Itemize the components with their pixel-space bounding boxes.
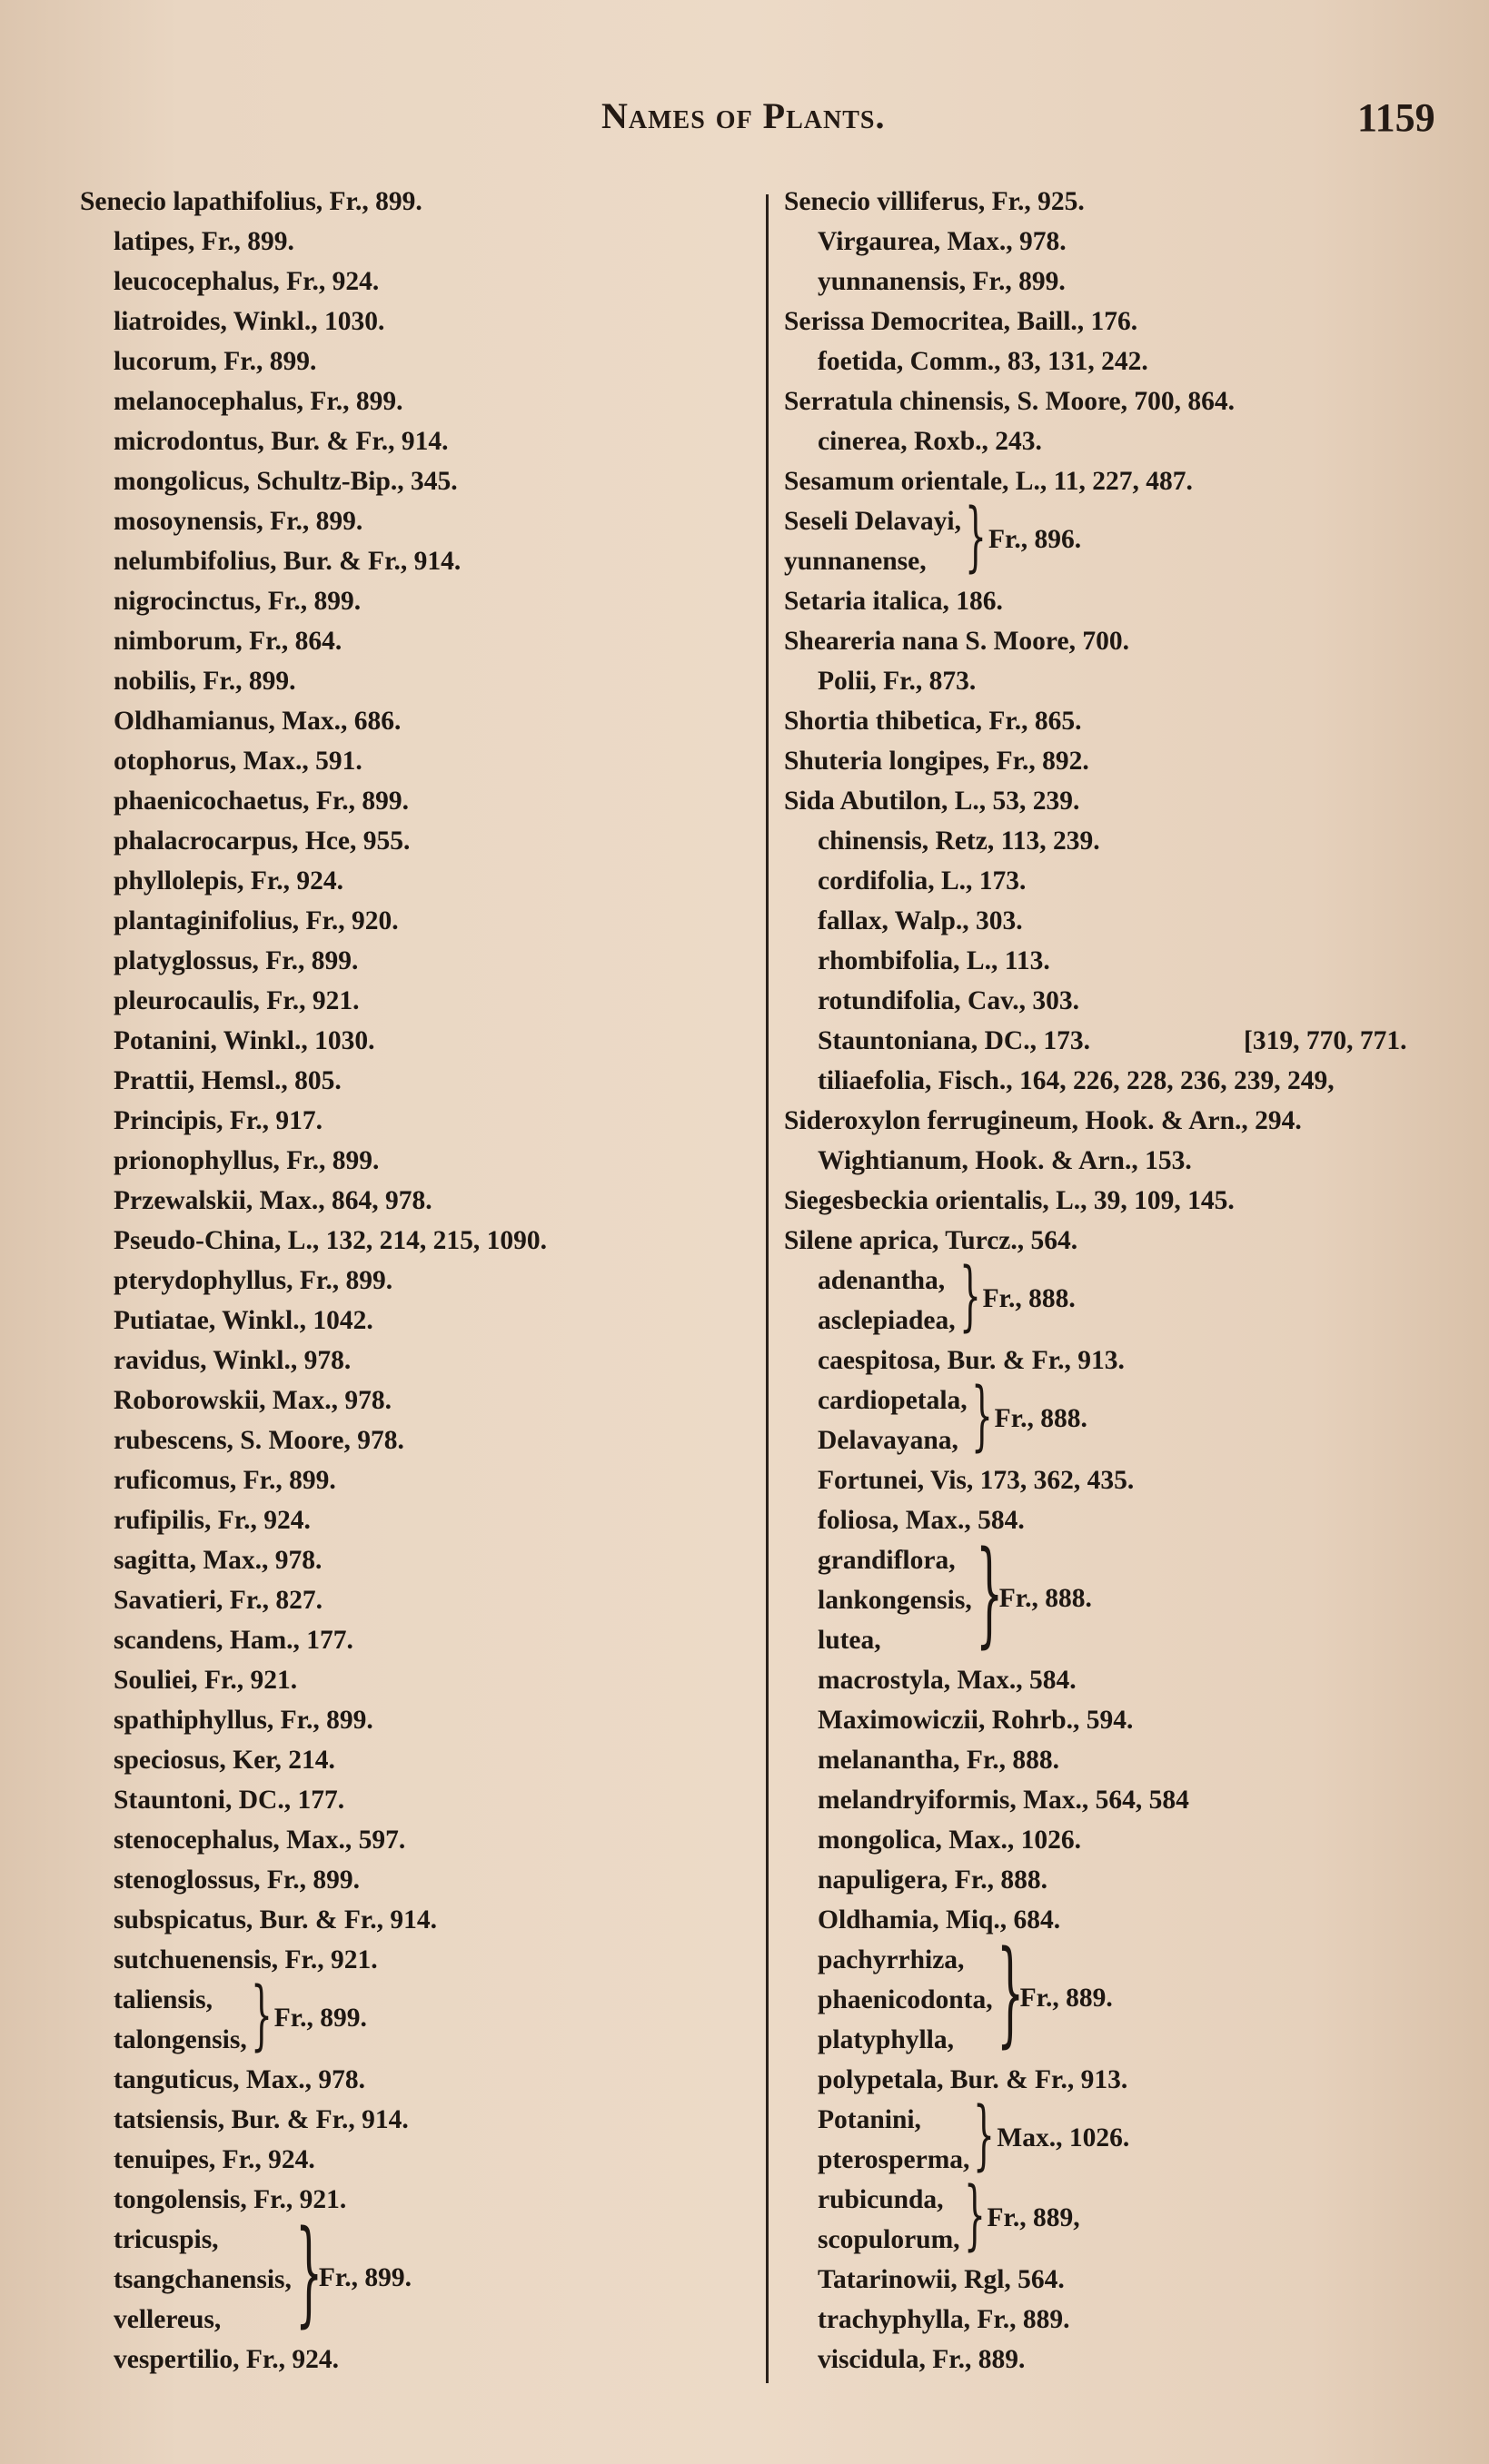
index-entry-species: plantaginifolius, Fr., 920. xyxy=(114,906,399,935)
index-entry-genus: Sheareria nana S. Moore, 700. xyxy=(784,627,1129,656)
index-entry-genus: Senecio villiferus, Fr., 925. xyxy=(784,187,1085,216)
index-entry-species: Souliei, Fr., 921. xyxy=(114,1666,298,1695)
index-entry-genus: Setaria italica, 186. xyxy=(784,587,1003,616)
index-entry-species: sagitta, Max., 978. xyxy=(114,1546,323,1575)
curly-brace: } xyxy=(970,1371,993,1460)
index-entry-species: cardiopetala, xyxy=(818,1386,968,1415)
bracket-shared-citation: Fr., 888. xyxy=(982,1284,1076,1313)
index-entry-species: Delavayana, xyxy=(818,1426,958,1455)
bracket-shared-citation: Max., 1026. xyxy=(997,2123,1130,2152)
index-entry-species: ravidus, Winkl., 978. xyxy=(114,1346,352,1375)
index-entry-species: trachyphylla, Fr., 889. xyxy=(818,2305,1070,2334)
index-entry-species: scopulorum, xyxy=(818,2225,960,2254)
index-entry-species: caespitosa, Bur. & Fr., 913. xyxy=(818,1346,1125,1375)
index-entry-species: viscidula, Fr., 889. xyxy=(818,2345,1026,2374)
curly-brace: } xyxy=(294,2205,323,2339)
bracket-shared-citation: Fr., 889, xyxy=(987,2203,1080,2232)
index-entry-genus: Serratula chinensis, S. Moore, 700, 864. xyxy=(784,387,1236,416)
index-entry-species: foliosa, Max., 584. xyxy=(818,1506,1025,1535)
index-entry-species: Stauntoni, DC., 177. xyxy=(114,1786,345,1815)
page-number: 1159 xyxy=(1357,95,1435,140)
index-entry-species: lucorum, Fr., 899. xyxy=(114,347,317,376)
index-entry-species: mongolicus, Schultz-Bip., 345. xyxy=(114,467,458,496)
index-entry-species: rubescens, S. Moore, 978. xyxy=(114,1426,404,1455)
index-entry-species: tatsiensis, Bur. & Fr., 914. xyxy=(114,2105,409,2134)
curly-brace: } xyxy=(958,1251,981,1341)
index-entry-species: nimborum, Fr., 864. xyxy=(114,627,342,656)
index-entry-species: Putiatae, Winkl., 1042. xyxy=(114,1306,373,1335)
index-entry-species: Roborowskii, Max., 978. xyxy=(114,1386,392,1415)
index-entry-species: subspicatus, Bur. & Fr., 914. xyxy=(114,1905,438,1935)
index-entry-species: macrostyla, Max., 584. xyxy=(818,1666,1077,1695)
index-entry-species: mosoynensis, Fr., 899. xyxy=(114,507,363,536)
bracket-shared-citation: Fr., 888. xyxy=(994,1404,1087,1433)
index-entry-species: Potanini, xyxy=(818,2105,921,2134)
running-head xyxy=(0,94,1489,149)
index-entry-species: yunnanensis, Fr., 899. xyxy=(818,267,1066,296)
column-divider xyxy=(766,194,769,2383)
index-entry-genus: Sideroxylon ferrugineum, Hook. & Arn., 294. xyxy=(784,1106,1302,1135)
index-entry-species: melanocephalus, Fr., 899. xyxy=(114,387,403,416)
index-entry-species: talongensis, xyxy=(114,2025,247,2054)
index-entry-species: Prattii, Hemsl., 805. xyxy=(114,1066,342,1095)
index-entry-species: asclepiadea, xyxy=(818,1306,956,1335)
index-entry-species: scandens, Ham., 177. xyxy=(114,1626,353,1655)
index-entry-genus: Senecio lapathifolius, Fr., 899. xyxy=(80,187,422,216)
index-entry-species: liatroides, Winkl., 1030. xyxy=(114,307,385,336)
index-entry-genus: Silene aprica, Turcz., 564. xyxy=(784,1226,1078,1255)
index-entry-species: platyglossus, Fr., 899. xyxy=(114,946,359,975)
index-entry-species: mongolica, Max., 1026. xyxy=(818,1826,1082,1855)
index-entry-species: Virgaurea, Max., 978. xyxy=(818,227,1067,256)
index-entry-species: stenoglossus, Fr., 899. xyxy=(114,1865,361,1895)
index-entry-species: tongolensis, Fr., 921. xyxy=(114,2185,347,2214)
index-entry-species: chinensis, Retz, 113, 239. xyxy=(818,826,1100,856)
index-entry-species: nelumbifolius, Bur. & Fr., 914. xyxy=(114,547,462,576)
curly-brace: } xyxy=(973,2090,996,2180)
index-entry-species: lutea, xyxy=(818,1626,881,1655)
index-entry-species: platyphylla, xyxy=(818,2025,955,2054)
index-entry-species: pleurocaulis, Fr., 921. xyxy=(114,986,360,1015)
index-entry-species: Savatieri, Fr., 827. xyxy=(114,1586,323,1615)
index-entry-species: Polii, Fr., 873. xyxy=(818,667,977,696)
index-entry-species: ruficomus, Fr., 899. xyxy=(114,1466,336,1495)
index-entry-species: taliensis, xyxy=(114,1985,213,2014)
curly-brace: } xyxy=(975,1526,1004,1659)
index-entry-species: grandiflora, xyxy=(818,1546,956,1575)
index-entry-species: tiliaefolia, Fisch., 164, 226, 228, 236, 239, 249, xyxy=(818,1066,1335,1095)
index-entry-species: Wightianum, Hook. & Arn., 153. xyxy=(818,1146,1192,1175)
index-entry-species: nigrocinctus, Fr., 899. xyxy=(114,587,362,616)
index-entry-species: Principis, Fr., 917. xyxy=(114,1106,323,1135)
index-entry-species: vespertilio, Fr., 924. xyxy=(114,2345,339,2374)
index-entry-genus: Shuteria longipes, Fr., 892. xyxy=(784,747,1089,776)
bracket-shared-citation: Fr., 899. xyxy=(273,2004,367,2033)
index-entry-species: spathiphyllus, Fr., 899. xyxy=(114,1706,373,1735)
curly-brace: } xyxy=(250,1970,273,2060)
index-entry-species: tenuipes, Fr., 924. xyxy=(114,2145,315,2174)
index-entry-genus: Sesamum orientale, L., 11, 227, 487. xyxy=(784,467,1193,496)
index-entry-species: melandryiformis, Max., 564, 584 xyxy=(818,1786,1189,1815)
index-entry-genus: Sida Abutilon, L., 53, 239. xyxy=(784,787,1080,816)
index-entry-species: Oldhamianus, Max., 686. xyxy=(114,707,402,736)
index-entry-species: rufipilis, Fr., 924. xyxy=(114,1506,311,1535)
curly-brace: } xyxy=(996,1925,1024,2059)
index-entry-species: latipes, Fr., 899. xyxy=(114,227,294,256)
index-entry-species: melanantha, Fr., 888. xyxy=(818,1746,1060,1775)
index-entry-species: vellereus, xyxy=(114,2305,222,2334)
index-entry-species: rotundifolia, Cav., 303. xyxy=(818,986,1079,1015)
index-entry-species: cinerea, Roxb., 243. xyxy=(818,427,1042,456)
bracket-shared-citation: Fr., 889. xyxy=(1019,1984,1113,2013)
index-entry-genus: Siegesbeckia orientalis, L., 39, 109, 145. xyxy=(784,1186,1235,1215)
index-entry-species: phaenicodonta, xyxy=(818,1985,993,2014)
index-entry-species: fallax, Walp., 303. xyxy=(818,906,1023,935)
index-entry-genus: Shortia thibetica, Fr., 865. xyxy=(784,707,1082,736)
index-entry-species: Pseudo-China, L., 132, 214, 215, 1090. xyxy=(114,1226,547,1255)
index-entry-species: tsangchanensis, xyxy=(114,2265,292,2294)
index-entry-species: Seseli Delavayi, xyxy=(784,507,962,536)
curly-brace: } xyxy=(965,491,987,581)
index-entry-species: cordifolia, L., 173. xyxy=(818,866,1027,896)
bracket-shared-citation: Fr., 899. xyxy=(318,2263,412,2292)
index-entry-species: phyllolepis, Fr., 924. xyxy=(114,866,343,896)
index-entry-species: tricuspis, xyxy=(114,2225,219,2254)
index-entry-species: microdontus, Bur. & Fr., 914. xyxy=(114,427,449,456)
index-entry-continuation: [319, 770, 771. xyxy=(1244,1026,1407,1055)
page-title: Names of Plants. xyxy=(601,95,886,136)
index-entry-species: foetida, Comm., 83, 131, 242. xyxy=(818,347,1148,376)
index-entry-species: adenantha, xyxy=(818,1266,946,1295)
index-entry-species: Stauntoniana, DC., 173. xyxy=(818,1026,1090,1055)
index-entry-species: leucocephalus, Fr., 924. xyxy=(114,267,380,296)
index-entry-species: speciosus, Ker, 214. xyxy=(114,1746,335,1775)
index-entry-species: Oldhamia, Miq., 684. xyxy=(818,1905,1061,1935)
bracket-shared-citation: Fr., 888. xyxy=(998,1584,1092,1613)
bracket-shared-citation: Fr., 896. xyxy=(988,525,1082,554)
index-entry-genus: Serissa Democritea, Baill., 176. xyxy=(784,307,1138,336)
index-entry-species: polypetala, Bur. & Fr., 913. xyxy=(818,2065,1128,2094)
curly-brace: } xyxy=(963,2170,986,2260)
index-entry-species: prionophyllus, Fr., 899. xyxy=(114,1146,380,1175)
index-entry-species: napuligera, Fr., 888. xyxy=(818,1865,1047,1895)
index-entry-species: tanguticus, Max., 978. xyxy=(114,2065,365,2094)
index-entry-species: Maximowiczii, Rohrb., 594. xyxy=(818,1706,1134,1735)
index-entry-species: nobilis, Fr., 899. xyxy=(114,667,296,696)
index-entry-species: stenocephalus, Max., 597. xyxy=(114,1826,406,1855)
index-entry-species: Przewalskii, Max., 864, 978. xyxy=(114,1186,432,1215)
index-entry-species: rhombifolia, L., 113. xyxy=(818,946,1050,975)
index-entry-species: sutchuenensis, Fr., 921. xyxy=(114,1945,378,1974)
index-entry-species: phalacrocarpus, Hce, 955. xyxy=(114,826,411,856)
index-entry-species: rubicunda, xyxy=(818,2185,944,2214)
index-entry-species: pterydophyllus, Fr., 899. xyxy=(114,1266,393,1295)
index-entry-species: otophorus, Max., 591. xyxy=(114,747,362,776)
index-entry-species: Fortunei, Vis, 173, 362, 435. xyxy=(818,1466,1135,1495)
index-entry-species: phaenicochaetus, Fr., 899. xyxy=(114,787,410,816)
index-entry-species: pachyrrhiza, xyxy=(818,1945,965,1974)
index-entry-species: Tatarinowii, Rgl, 564. xyxy=(818,2265,1065,2294)
index-entry-species: Potanini, Winkl., 1030. xyxy=(114,1026,375,1055)
index-entry-species: lankongensis, xyxy=(818,1586,972,1615)
index-entry-species: yunnanense, xyxy=(784,547,927,576)
index-entry-species: pterosperma, xyxy=(818,2145,970,2174)
